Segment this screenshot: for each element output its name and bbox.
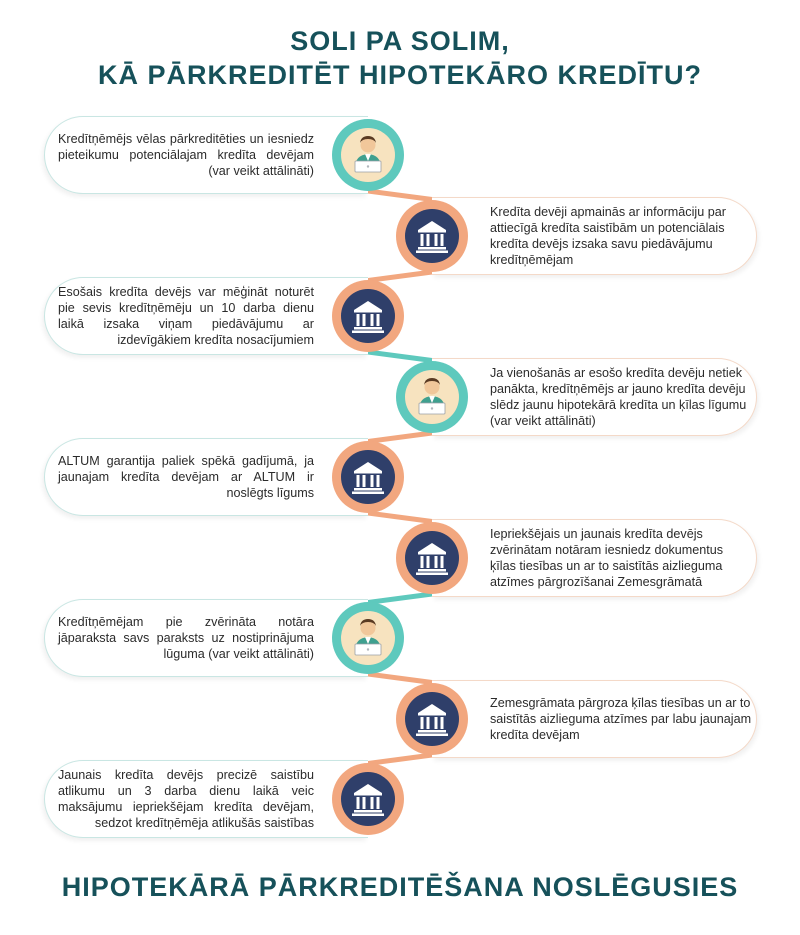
step-text: Ja vienošanās ar esošo kredīta devēju netiek panākta, kredītņēmējs ar jauno kredīta devēju slēdz jaunu hipotekārā kredīta un ķīlas līgumu (var veikt attālināti) [490, 365, 747, 428]
step-text: Jaunais kredīta devējs precizē saistību atlikumu un 3 darba dienu laikā veic maksājumu iepriekšējam kredīta devējam, sedzot kredītņēmēja atlikušās saistības [58, 768, 314, 830]
step-text: Iepriekšējais un jaunais kredīta devējs zvērinātam notāram iesniedz dokumentus ķīlas tiesības un ar to saistītās aizlieguma atzīmes pārgrozīšanai Zemesgrāmatā [490, 526, 724, 589]
footer-heading: HIPOTEKĀRĀ PĀRKREDITĒŠANA NOSLĒGUSIES [61, 872, 739, 902]
step-circle [332, 441, 404, 513]
step-circle [396, 361, 468, 433]
step-circle [396, 683, 468, 755]
bank-icon [341, 772, 395, 826]
person-laptop-icon [405, 370, 459, 424]
bank-icon [405, 209, 459, 263]
step-circle [332, 602, 404, 674]
bank-icon [405, 531, 459, 585]
page-title-line-2: KĀ PĀRKREDITĒT HIPOTEKĀRO KREDĪTU? [97, 60, 702, 90]
page-title-line-1: SOLI PA SOLIM, [290, 26, 510, 56]
step-text: Kredītņēmējs vēlas pārkreditēties un iesniedz pieteikumu potenciālajam kredīta devējam (var veikt attālināti) [58, 132, 314, 178]
person-laptop-icon [341, 128, 395, 182]
step-circle [396, 522, 468, 594]
step-text: Zemesgrāmata pārgroza ķīlas tiesības un ar to saistītās aizlieguma atzīmes par labu jaunajam kredīta devējam [490, 695, 752, 742]
step-circle [396, 200, 468, 272]
person-laptop-icon [341, 611, 395, 665]
bank-icon [341, 450, 395, 504]
step-text: Kredīta devēji apmainās ar informāciju par attiecīgā kredīta saistībām un potenciālais kredīta devējs izsaka savu piedāvājumu kredītņēmējam [490, 204, 726, 267]
bank-icon [405, 692, 459, 746]
step-circle [332, 763, 404, 835]
bank-icon [341, 289, 395, 343]
step-text: ALTUM garantija paliek spēkā gadījumā, ja jaunajam kredīta devējam ar ALTUM ir noslēgts līgums [58, 454, 314, 500]
step-text: Kredītņēmējam pie zvērināta notāra jāparaksta savs paraksts uz nostiprinājuma lūguma (var veikt attālināti) [58, 615, 314, 661]
step-text: Esošais kredīta devējs var mēģināt noturēt pie sevis kredītņēmēju un 10 darba dienu laikā izsaka viņam piedāvājumu ar izdevīgākiem kredīta nosacījumiem [58, 285, 314, 347]
step-circle [332, 280, 404, 352]
step-circle [332, 119, 404, 191]
